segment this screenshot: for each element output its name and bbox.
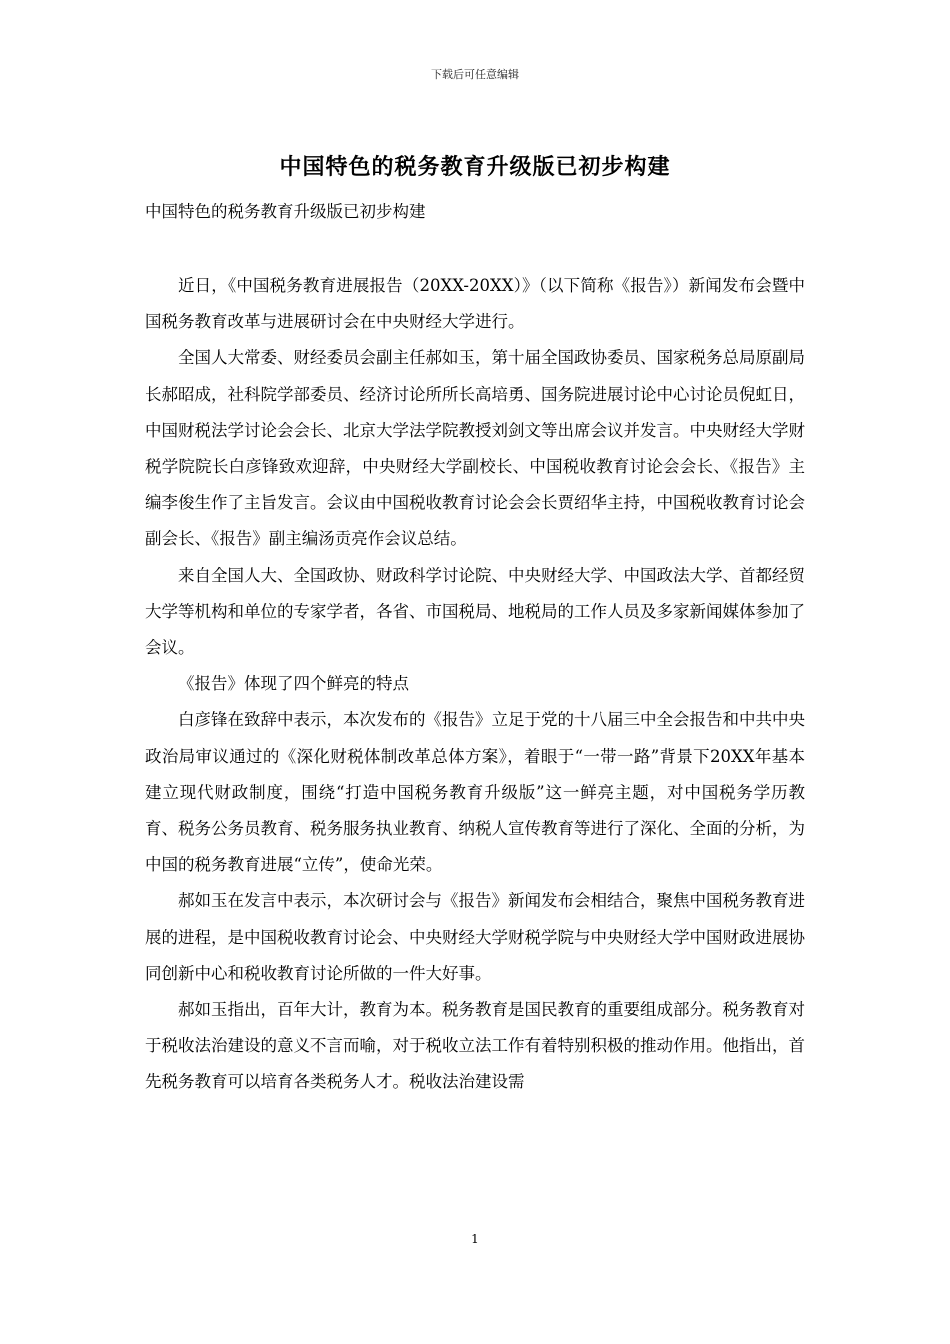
paragraph: 近日，《中国税务教育进展报告（20XX-20XX）》（以下简称《报告》）新闻发布会暨中国税务教育改革与进展研讨会在中央财经大学进行。 [145,276,805,332]
document-subtitle: 中国特色的税务教育升级版已初步构建 [145,202,426,221]
document-body [145,268,805,1101]
document-title: 中国特色的税务教育升级版已初步构建 [279,154,671,180]
header-note: 下载后可任意编辑 [431,68,519,81]
paragraph: 全国人大常委、财经委员会副主任郝如玉，第十届全国政协委员、国家税务总局原副局长郝昭成，社科院学部委员、经济讨论所所长高培勇、国务院进展讨论中心讨论员倪虹日，中国财税法学讨论会会长、北京大学法学院教授刘剑文等出席会议并发言。中央财经大学财税学院院长白彦锋致欢迎辞，中央财经大学副校长、中国税收教育讨论会会长、《报告》主编李俊生作了主旨发言。会议由中国税收教育讨论会会长贾绍华主持，中国税收教育讨论会副会长、《报告》副主编汤贡亮作会议总结。 [145,348,805,549]
paragraph: 白彦锋在致辞中表示，本次发布的《报告》立足于党的十八届三中全会报告和中共中央政治局审议通过的《深化财税体制改革总体方案》，着眼于“一带一路”背景下20XX年基本建立现代财政制度，围绕“打造中国税务教育升级版”这一鲜亮主题，对中国税务学历教育、税务公务员教育、税务服务执业教育、纳税人宣传教育等进行了深化、全面的分析，为中国的税务教育进展“立传”，使命光荣。 [145,710,805,875]
paragraph: 郝如玉在发言中表示，本次研讨会与《报告》新闻发布会相结合，聚焦中国税务教育进展的进程，是中国税收教育讨论会、中央财经大学财税学院与中央财经大学中国财政进展协同创新中心和税收教育讨论所做的一件大好事。 [145,891,805,983]
section-heading: 《报告》体现了四个鲜亮的特点 [178,674,409,694]
paragraph: 郝如玉指出，百年大计，教育为本。税务教育是国民教育的重要组成部分。税务教育对于税收法治建设的意义不言而喻，对于税收立法工作有着特别积极的推动作用。他指出，首先税务教育可以培育各类税务人才。税收法治建设需 [145,1000,805,1092]
page-number: 1 [471,1232,479,1246]
paragraph: 来自全国人大、全国政协、财政科学讨论院、中央财经大学、中国政法大学、首都经贸大学等机构和单位的专家学者，各省、市国税局、地税局的工作人员及多家新闻媒体参加了会议。 [145,565,805,658]
